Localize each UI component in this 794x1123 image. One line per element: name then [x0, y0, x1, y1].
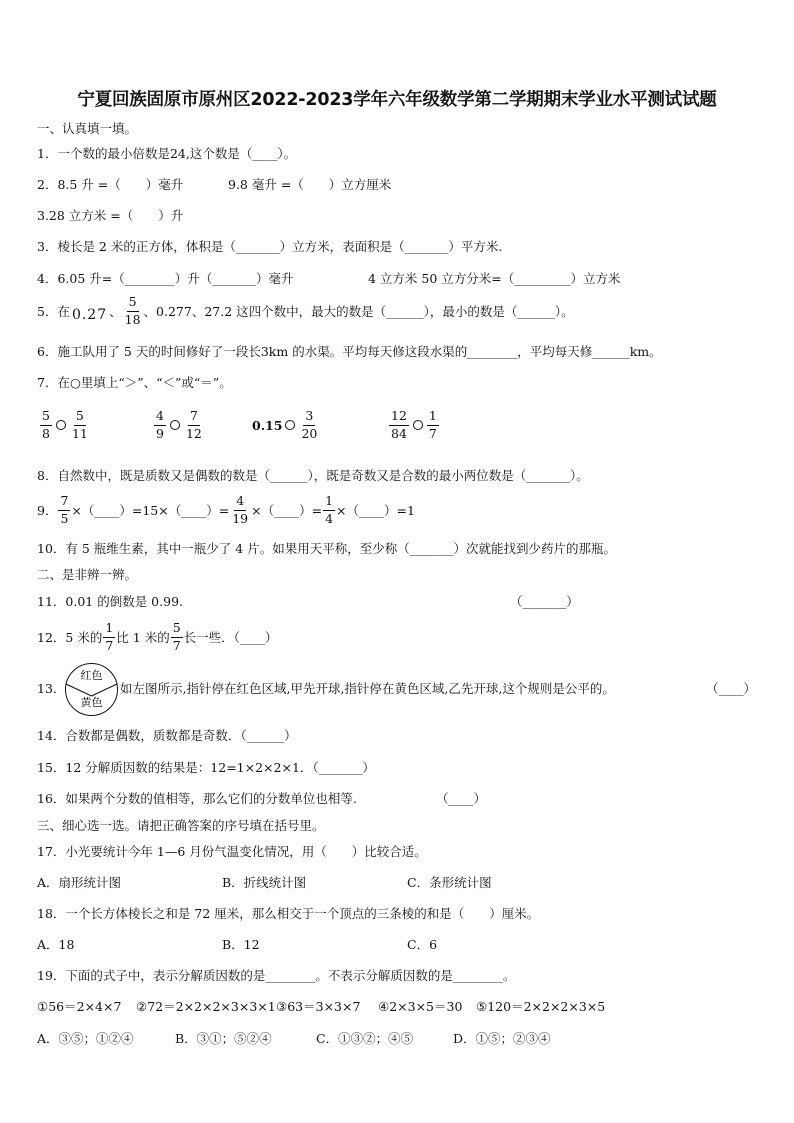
page-title: 宁夏回族固原市原州区2022-2023学年六年级数学第二学期期末学业水平测试试题	[77, 90, 717, 110]
q7-2-ld: 9	[156, 425, 164, 441]
question-19: 19．下面的式子中，表示分解质因数的是________。不表示分解质因数的是________。	[37, 968, 516, 983]
compare-circle	[285, 420, 295, 430]
q5-suffix: 、0.277、27.2 这四个数中，最大的数是（______），最小的数是（______）。	[143, 303, 574, 319]
q7-2-rn: 7	[188, 410, 200, 426]
section-heading-3: 三、细心选一选。请把正确答案的序号填在括号里。	[37, 818, 325, 833]
q18-option-b: B．12	[222, 937, 260, 952]
spinner-label-red: 红色	[80, 669, 103, 682]
q12-f2d: 7	[172, 637, 181, 653]
q5-number: 0.27	[71, 306, 108, 323]
q17-option-a: A．扇形统计图	[37, 875, 122, 890]
q17-option-c: C．条形统计图	[407, 875, 492, 890]
q9-f1d: 5	[60, 510, 69, 526]
q12-fraction-1	[103, 622, 115, 652]
question-2a: 2．8.5 升 =（ ）毫升	[37, 177, 184, 192]
question-10: 10．有 5 瓶维生素，其中一瓶少了 4 片。如果用天平称，至少称（_______）次就能找到少药片的那瓶。	[37, 541, 616, 556]
question-4a: 4．6.05 升=（________）升（_______）毫升	[37, 271, 294, 286]
q9-fraction-2	[230, 495, 250, 525]
q12-f1n: 1	[103, 622, 115, 638]
q19-item-5: ⑤120＝2×2×2×3×5	[476, 999, 606, 1014]
compare-circle	[170, 420, 180, 430]
question-18: 18．一个长方体棱长之和是 72 厘米，那么相交于一个顶点的三条棱的和是（ ）厘米。	[37, 906, 540, 921]
q12-f1d: 7	[105, 637, 114, 653]
question-2c: 3.28 立方米 =（ ）升	[37, 208, 184, 223]
compare-circle	[56, 420, 66, 430]
question-5	[37, 296, 574, 326]
q7-3-rn: 3	[303, 410, 315, 426]
q7-item-2	[153, 410, 205, 440]
q13-number: 13．	[37, 681, 66, 696]
question-11: 11．0.01 的倒数是 0.99.	[37, 594, 183, 609]
question-16: 16．如果两个分数的值相等，那么它们的分数单位也相等.	[37, 791, 357, 806]
question-1: 1．一个数的最小倍数是24,这个数是（____）。	[37, 146, 297, 161]
q5-sep: 、	[109, 303, 122, 319]
question-14: 14．合数都是偶数，质数都是奇数．（______）	[37, 728, 297, 743]
q7-4-rn: 1	[427, 410, 439, 426]
q5-frac-numerator: 5	[127, 296, 139, 312]
q19-option-a: A．③⑤；①②④	[37, 1031, 134, 1046]
q16-answer-blank: （____）	[436, 791, 487, 806]
question-2b: 9.8 毫升 =（ ）立方厘米	[228, 177, 392, 192]
q9-fraction-3	[323, 495, 335, 525]
question-9	[37, 495, 415, 525]
q18-option-a: A．18	[37, 937, 75, 952]
q12-part-c: 长一些．（____）	[183, 629, 278, 645]
q7-4-rd: 7	[428, 425, 437, 441]
q7-3-rd: 20	[301, 425, 318, 441]
q11-answer-blank: （_______）	[510, 594, 579, 609]
spinner-label-yellow: 黄色	[80, 696, 103, 709]
q7-item-3	[252, 410, 320, 440]
q19-option-d: D．①⑤；②③④	[453, 1031, 551, 1046]
question-12	[37, 622, 277, 652]
q12-part-b: 比 1 米的	[116, 629, 170, 645]
q19-item-4: ④2×3×5＝30	[378, 999, 463, 1014]
q7-4-right-fraction	[427, 410, 439, 440]
q9-f1n: 7	[58, 495, 70, 511]
q5-fraction	[123, 296, 143, 326]
q7-4-ln: 12	[389, 410, 409, 426]
q9-part-3: ×（____）=1	[336, 502, 415, 518]
question-7: 7．在○里填上“＞”、“＜”或“＝”。	[37, 375, 232, 390]
q9-fraction-1	[58, 495, 70, 525]
spinner-diagram	[64, 662, 119, 717]
compare-circle	[413, 420, 423, 430]
q19-item-1: ①56＝2×4×7	[37, 999, 122, 1014]
question-15: 15．12 分解质因数的结果是：12=1×2×2×1．（_______）	[37, 760, 375, 775]
q7-1-ld: 8	[42, 425, 50, 441]
q9-f2n: 4	[234, 495, 246, 511]
q7-3-right-fraction	[299, 410, 319, 440]
q19-item-3: ③63＝3×3×7	[276, 999, 361, 1014]
q19-option-b: B．③①；⑤②④	[175, 1031, 272, 1046]
q7-item-4	[388, 410, 440, 440]
q7-1-left-fraction	[40, 410, 52, 440]
question-17: 17．小光要统计今年 1—6 月份气温变化情况，用（ ）比较合适。	[37, 844, 427, 859]
q12-f2n: 5	[171, 622, 183, 638]
question-3: 3．棱长是 2 米的正方体，体积是（_______）立方米，表面积是（_______）平方米.	[37, 239, 503, 254]
q7-1-ln: 5	[40, 410, 52, 426]
q7-1-right-fraction	[70, 410, 90, 440]
section-heading-2: 二、是非辨一辨。	[37, 567, 138, 582]
q7-2-right-fraction	[184, 410, 204, 440]
question-8: 8．自然数中，既是质数又是偶数的数是（______），既是奇数又是合数的最小两位数是（_______）。	[37, 468, 589, 483]
q9-part-2: ×（____）=	[251, 502, 323, 518]
q12-part-a: 12．5 米的	[37, 629, 103, 645]
q7-2-rd: 12	[185, 425, 202, 441]
q13-answer-blank: （____）	[706, 681, 757, 696]
q5-prefix: 5．在	[37, 303, 70, 319]
q5-frac-denominator: 18	[124, 311, 141, 327]
q7-2-left-fraction	[154, 410, 166, 440]
question-4b: 4 立方米 50 立方分米=（_________）立方米	[368, 271, 621, 286]
q7-4-left-fraction	[389, 410, 409, 440]
q7-item-1	[39, 410, 91, 440]
q9-f3n: 1	[323, 495, 335, 511]
question-6: 6．施工队用了 5 天的时间修好了一段长3km 的水渠。平均每天修这段水渠的________，平均每天修______km。	[37, 344, 662, 359]
q9-f3d: 4	[325, 510, 334, 526]
q18-option-c: C．6	[407, 937, 438, 952]
q7-4-ld: 84	[391, 425, 407, 441]
q9-number: 9．	[37, 502, 58, 518]
question-13: 如左图所示,指针停在红色区域,甲先开球,指针停在黄色区域,乙先开球,这个规则是公平的。	[120, 681, 615, 696]
section-heading-1: 一、认真填一填。	[37, 121, 138, 136]
q7-3-left-value: 0.15	[252, 417, 283, 433]
q9-part-1: ×（____）=15×（____）=	[71, 502, 230, 518]
q19-option-c: C．①③②；④⑤	[316, 1031, 414, 1046]
q7-2-ln: 4	[154, 410, 166, 426]
q19-item-2: ②72＝2×2×2×3×3×1	[136, 999, 276, 1014]
q17-option-b: B．折线统计图	[222, 875, 307, 890]
q12-fraction-2	[171, 622, 183, 652]
q9-f2d: 19	[232, 510, 249, 526]
q7-1-rd: 11	[71, 425, 88, 441]
q7-1-rn: 5	[74, 410, 86, 426]
